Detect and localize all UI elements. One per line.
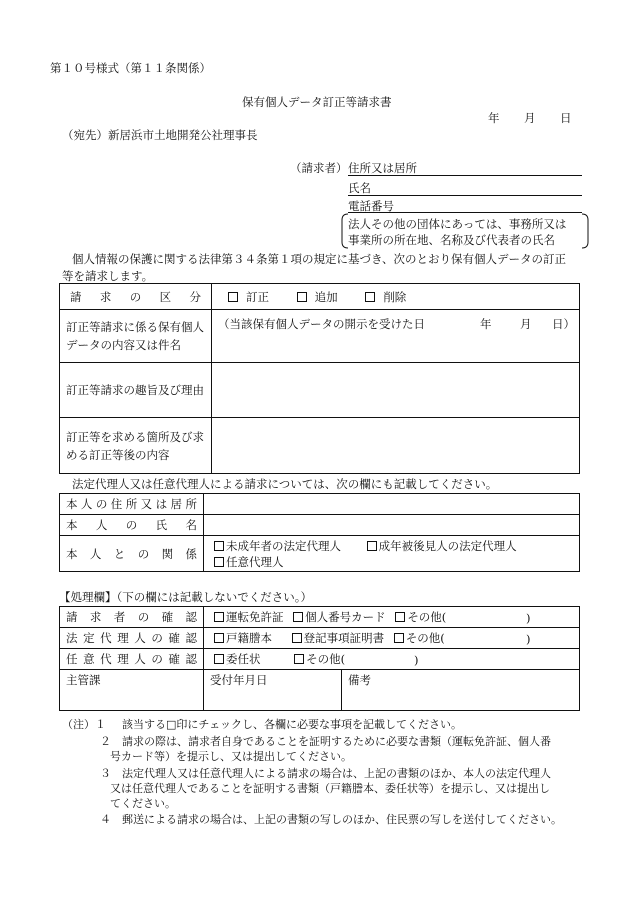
corp-note-line1: 法人その他の団体にあっては、事務所又は bbox=[348, 217, 567, 231]
legal-agent-check-label: 法定代理人の確認 bbox=[66, 631, 197, 645]
note1: 該当する□印にチェックし、各欄に必要な事項を記載してください。 bbox=[122, 718, 463, 731]
name-field-label: 氏名 bbox=[348, 181, 371, 195]
note4-number: ４ bbox=[100, 813, 111, 826]
legal-agent-check-options bbox=[204, 628, 580, 649]
other3-label: その他( bbox=[306, 652, 346, 666]
license-checkbox[interactable] bbox=[214, 612, 224, 622]
remarks-cell bbox=[342, 670, 580, 711]
date-month: 月 bbox=[524, 111, 536, 125]
content-label-line2: データの内容又は件名 bbox=[66, 338, 181, 352]
registry-cert-label: 登記事項証明書 bbox=[303, 631, 385, 645]
form-number: 第１０号様式（第１１条関係） bbox=[50, 61, 211, 75]
relation-label-cell bbox=[60, 536, 204, 572]
content-label-cell bbox=[60, 310, 212, 363]
disclosure-month: 月 bbox=[520, 317, 532, 331]
guardian-agent-label: 成年被後見人の法定代理人 bbox=[378, 538, 517, 553]
reason-label-cell bbox=[60, 363, 212, 418]
requester-check-label-cell bbox=[60, 607, 204, 628]
principal-address-label-cell bbox=[60, 494, 204, 515]
receipt-date-label: 受付年月日 bbox=[210, 673, 268, 687]
address-field-label: 住所又は居所 bbox=[348, 161, 417, 175]
requester-check-options bbox=[204, 607, 580, 628]
date-day: 日 bbox=[560, 111, 572, 125]
mynumber-card-label: 個人番号カード bbox=[305, 610, 386, 624]
kubun-options-cell bbox=[212, 284, 580, 310]
voluntary-agent-check-label-cell bbox=[60, 649, 204, 670]
other1-label: その他( bbox=[407, 610, 447, 624]
intro-line1: 個人情報の保護に関する法律第３４条第１項の規定に基づき、次のとおり保有個人データの訂正 bbox=[72, 252, 567, 266]
other1-checkbox[interactable] bbox=[395, 612, 405, 622]
disclosure-date-prefix: （当該保有個人データの開示を受けた日 bbox=[218, 317, 425, 331]
note3-number: ３ bbox=[100, 767, 111, 780]
note3-line1: 法定代理人又は任意代理人による請求の場合は、上記の書類のほか、本人の法定代理人 bbox=[122, 767, 551, 780]
teisei-label: 訂正 bbox=[246, 289, 269, 304]
koseki-checkbox[interactable] bbox=[214, 633, 224, 643]
other3-checkbox[interactable] bbox=[294, 654, 304, 664]
voluntary-agent-label: 任意代理人 bbox=[226, 554, 284, 569]
proxy-letter-checkbox[interactable] bbox=[214, 654, 224, 664]
other3-close-paren: ) bbox=[414, 653, 419, 667]
page-title: 保有個人データ訂正等請求書 bbox=[242, 95, 392, 109]
principal-name-label-cell bbox=[60, 515, 204, 536]
proxy-letter-label: 委任状 bbox=[226, 652, 261, 666]
request-table bbox=[59, 283, 580, 474]
receipt-date-cell bbox=[204, 670, 342, 711]
principal-address-input[interactable] bbox=[204, 494, 580, 515]
kubun-label: 請求の区分 bbox=[70, 289, 201, 304]
place-label-cell bbox=[60, 418, 212, 474]
koseki-label: 戸籍謄本 bbox=[226, 631, 272, 645]
reason-input-cell[interactable] bbox=[212, 363, 580, 418]
processing-heading: 【処理欄】（下の欄には記載しないでください。） bbox=[59, 590, 312, 604]
principal-name-input[interactable] bbox=[204, 515, 580, 536]
agent-table bbox=[59, 493, 580, 572]
place-label-line1: 訂正等を求める箇所及び求 bbox=[66, 429, 204, 444]
note4-line1: 郵送による請求の場合は、上記の書類の写しのほか、住民票の写しを送付してください。 bbox=[122, 813, 562, 826]
content-label-line1: 訂正等請求に係る保有個人 bbox=[66, 320, 204, 334]
place-label-line2: める訂正等後の内容 bbox=[66, 447, 170, 462]
principal-name-label: 本人の氏名 bbox=[66, 518, 197, 532]
note2-line1: 請求の際は、請求者自身であることを証明するために必要な書類（運転免許証、個人番 bbox=[122, 735, 551, 748]
voluntary-agent-checkbox[interactable] bbox=[214, 557, 224, 567]
note2-number: ２ bbox=[100, 735, 111, 748]
reason-label: 訂正等請求の趣旨及び理由 bbox=[66, 383, 204, 397]
address-line[interactable] bbox=[348, 175, 582, 176]
disclosure-day: 日） bbox=[552, 317, 575, 331]
principal-address-label: 本人の住所又は居所 bbox=[66, 497, 197, 511]
note3-line2: 又は任意代理人であることを証明する書類（戸籍謄本、委任状等）を提示し、又は提出し bbox=[110, 782, 550, 795]
other2-checkbox[interactable] bbox=[394, 633, 404, 643]
agent-intro: 法定代理人又は任意代理人による請求については、次の欄にも記載してください。 bbox=[72, 477, 498, 491]
requester-check-label: 請求者の確認 bbox=[66, 610, 197, 624]
mynumber-card-checkbox[interactable] bbox=[293, 612, 303, 622]
note3-line3: てください。 bbox=[110, 797, 176, 810]
other2-close-paren: ) bbox=[526, 632, 531, 646]
date-year: 年 bbox=[488, 111, 500, 125]
notes-head: （注）１ bbox=[62, 718, 106, 731]
guardian-agent-checkbox[interactable] bbox=[367, 541, 377, 551]
kubun-label-cell bbox=[60, 284, 212, 310]
sakujo-checkbox[interactable] bbox=[365, 292, 375, 302]
relation-options-cell bbox=[204, 536, 580, 572]
corp-note-line2: 事業所の所在地、名称及び代表者の氏名 bbox=[348, 233, 555, 247]
addressee: （宛先）新居浜市土地開発公社理事長 bbox=[62, 128, 258, 142]
department-cell bbox=[60, 670, 204, 711]
requester-label: （請求者） bbox=[290, 161, 348, 175]
remarks-label: 備考 bbox=[348, 673, 371, 687]
license-label: 運転免許証 bbox=[226, 610, 284, 624]
name-line[interactable] bbox=[348, 195, 582, 196]
minor-agent-label: 未成年者の法定代理人 bbox=[226, 538, 341, 553]
voluntary-agent-check-options bbox=[204, 649, 580, 670]
intro-line2: 等を請求します。 bbox=[62, 269, 154, 283]
other2-label: その他( bbox=[405, 631, 445, 645]
registry-cert-checkbox[interactable] bbox=[292, 633, 302, 643]
relation-label: 本人との関係 bbox=[66, 546, 197, 561]
note2-line2: 号カード等）を提示し、又は提出してください。 bbox=[110, 750, 352, 763]
content-input-cell[interactable] bbox=[212, 310, 580, 363]
phone-field-label: 電話番号 bbox=[348, 199, 394, 213]
teisei-checkbox[interactable] bbox=[228, 292, 238, 302]
tsuika-label: 追加 bbox=[314, 289, 338, 304]
other1-close-paren: ) bbox=[526, 611, 531, 625]
tsuika-checkbox[interactable] bbox=[297, 292, 307, 302]
department-label: 主管課 bbox=[66, 673, 101, 687]
voluntary-agent-check-label: 任意代理人の確認 bbox=[66, 652, 197, 666]
disclosure-year: 年 bbox=[480, 317, 492, 331]
sakujo-label: 削除 bbox=[383, 289, 407, 304]
minor-agent-checkbox[interactable] bbox=[214, 541, 224, 551]
place-input-cell[interactable] bbox=[212, 418, 580, 474]
processing-table bbox=[59, 606, 580, 711]
legal-agent-check-label-cell bbox=[60, 628, 204, 649]
